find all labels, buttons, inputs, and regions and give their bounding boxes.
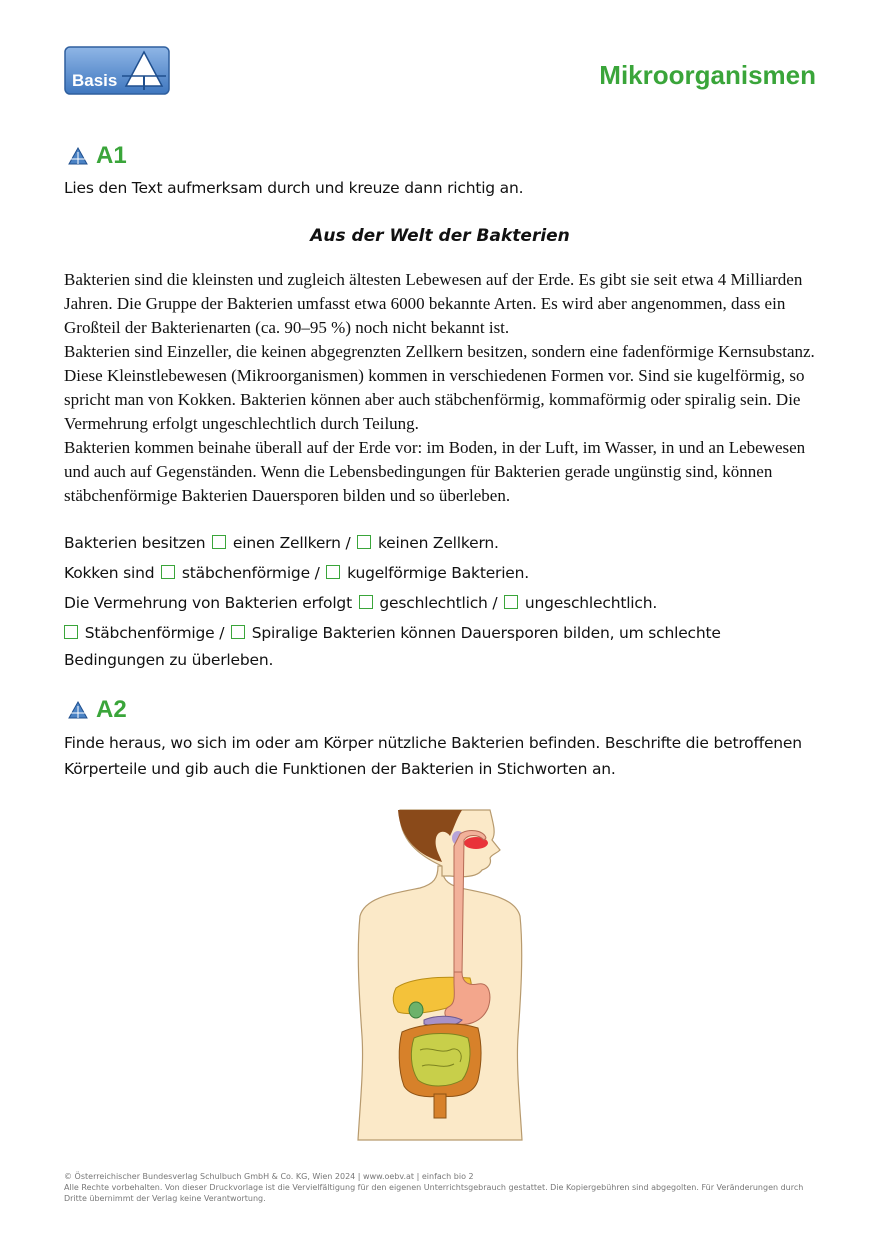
task-a2-label: A2 xyxy=(96,696,127,723)
bacteria-text xyxy=(64,268,824,508)
body-digestive-illustration xyxy=(350,806,530,1141)
paragraph: Bakterien sind die kleinsten und zugleich ältesten Lebewesen auf der Erde. Es gibt sie seit etwa 4 Milliarden Jahren. Die Gruppe der Bakterien umfasst etwa 6000 bekannte Arten. Es wird aber angenommen, dass ein Großteil der Bakterienarten (ca. 90–95 %) noch nicht bekannt ist. xyxy=(64,270,803,337)
checkbox-keinen-zellkern[interactable] xyxy=(357,535,371,549)
footer xyxy=(64,1171,824,1204)
text-title: Aus der Welt der Bakterien xyxy=(310,226,570,246)
checkbox-staebchenfoermige[interactable] xyxy=(161,565,175,579)
checkbox-staebchenfoermige-sporen[interactable] xyxy=(64,625,78,639)
checkbox-kugelfoermige[interactable] xyxy=(326,565,340,579)
checkbox-ungeschlechtlich[interactable] xyxy=(504,595,518,609)
task-a2-heading xyxy=(68,696,127,724)
basis-logo xyxy=(64,46,170,95)
logo-text: Basis xyxy=(72,71,118,90)
checkbox-spiralige-sporen[interactable] xyxy=(231,625,245,639)
question-3: Die Vermehrung von Bakterien erfolgt geschlechtlich / ungeschlechtlich. xyxy=(64,594,658,612)
checkbox-geschlechtlich[interactable] xyxy=(359,595,373,609)
basis-level-icon xyxy=(68,147,88,165)
task-a1-label: A1 xyxy=(96,142,127,169)
basis-level-icon xyxy=(68,701,88,719)
task-a1-instruction: Lies den Text aufmerksam durch und kreuze dann richtig an. xyxy=(64,179,524,197)
checkbox-einen-zellkern[interactable] xyxy=(212,535,226,549)
page-title: Mikroorganismen xyxy=(599,60,816,90)
task-a2-instruction: Finde heraus, wo sich im oder am Körper nützliche Bakterien befinden. Beschrifte die betroffenen Körperteile und gib auch die Funktionen der Bakterien in Stichworten an. xyxy=(64,734,802,778)
question-1: Bakterien besitzen einen Zellkern / keinen Zellkern. xyxy=(64,534,499,552)
paragraph: Bakterien sind Einzeller, die keinen abgegrenzten Zellkern besitzen, sondern eine fadenförmige Kernsubstanz. Diese Kleinstlebewesen (Mikroorganismen) kommen in verschiedenen Formen vor. Sind sie kugelförmig, so spricht man von Kokken. Bakterien können aber auch stäbchenförmig, kommaförmig oder spiralig sein. Die Vermehrung erfolgt ungeschlechtlich durch Teilung. xyxy=(64,342,815,433)
task-a1-heading xyxy=(68,142,127,170)
footer-rights: Alle Rechte vorbehalten. Von dieser Druckvorlage ist die Vervielfältigung für den eigenen Unterrichtsgebrauch gestattet. Die Kopiergebühren sind abgegolten. Für Veränderungen durch xyxy=(64,1183,804,1192)
footer-disclaimer: Dritte übernimmt der Verlag keine Verantwortung. xyxy=(64,1194,266,1203)
paragraph: Bakterien kommen beinahe überall auf der Erde vor: im Boden, in der Luft, im Wasser, in und an Lebewesen und auch auf Gegenständen. Wenn die Lebensbedingungen für Bakterien gerade ungünstig sind, können stäbchenförmige Bakterien Dauersporen bilden und so überleben. xyxy=(64,438,806,505)
question-2: Kokken sind stäbchenförmige / kugelförmige Bakterien. xyxy=(64,564,529,582)
footer-copyright: © Österreichischer Bundesverlag Schulbuch GmbH & Co. KG, Wien 2024 | www.oebv.at | einfach bio 2 xyxy=(64,1172,474,1181)
question-4: Stäbchenförmige / Spiralige Bakterien können Dauersporen bilden, um schlechte Bedingungen zu überleben. xyxy=(64,624,721,669)
